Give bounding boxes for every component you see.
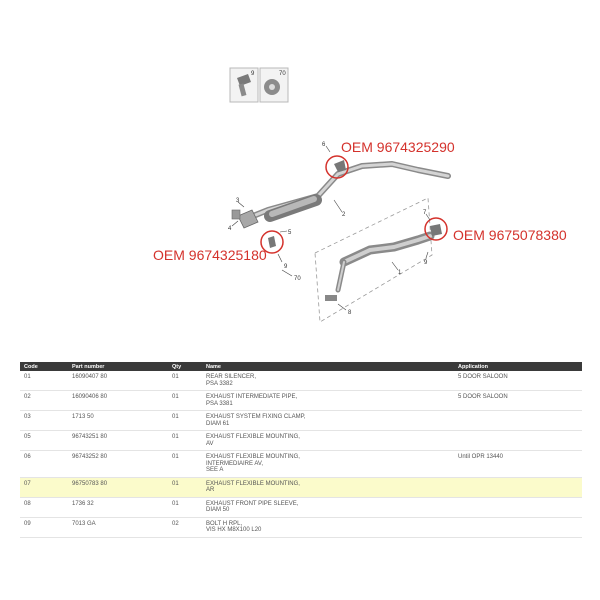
thumb-callout-9: 9 [251,71,255,77]
cell-part-number: 16090407 80 [68,371,168,391]
cell-code: 06 [20,451,68,478]
callout-9: 9 [424,260,428,266]
cell-part-number: 1736 32 [68,497,168,517]
mounting-right [430,224,442,236]
table-row[interactable] [20,451,582,478]
cell-name-line: AR [206,487,215,493]
cell-name [202,497,454,517]
cell-application: 5 DOOR SALOON [454,371,582,391]
callout-8: 8 [348,310,352,316]
oem-label-right: OEM 9675078380 [453,227,567,243]
cell-qty: 01 [168,477,202,497]
cell-name-line: EXHAUST FLEXIBLE MOUNTING, [206,454,300,460]
cell-name-line: SEE A [206,467,224,473]
cell-part-number: 96743251 80 [68,431,168,451]
cell-code: 01 [20,371,68,391]
header-qty: Qty [168,362,202,371]
cell-name-line: PSA 3381 [206,400,233,407]
cell-part-number: 96750783 80 [68,477,168,497]
cell-qty: 01 [168,391,202,411]
cell-application [454,497,582,517]
table-row[interactable] [20,497,582,517]
table-row[interactable] [20,371,582,391]
cell-name [202,477,454,497]
cell-name-line: BOLT H RPL, [206,520,243,527]
table-header-row [20,362,582,371]
table-row[interactable] [20,431,582,451]
cell-name-line: PSA 3382 [206,380,233,387]
cell-name-line: DIAM 61 [206,420,230,427]
callout-3: 3 [236,198,240,204]
callout-4: 4 [228,226,232,232]
cell-name-line: DIAM 50 [206,507,230,513]
bolt-thumbnail [230,68,258,102]
callout-1: 1 [398,270,402,276]
cell-application [454,431,582,451]
header-code: Code [20,362,68,371]
cell-code: 09 [20,517,68,537]
header-part-number: Part number [68,362,168,371]
cell-qty: 01 [168,451,202,478]
cell-application [454,517,582,537]
callout-9b: 9 [284,264,288,270]
callout-2: 2 [342,212,346,218]
table-row[interactable] [20,477,582,497]
cell-application [454,411,582,431]
thumb-callout-70: 70 [279,71,286,77]
cell-name-line: EXHAUST FLEXIBLE MOUNTING, [206,434,300,440]
cell-name-line: REAR SILENCER, [206,374,257,380]
section-outline [315,198,432,322]
cell-name [202,411,454,431]
cell-name [202,391,454,411]
cell-qty: 01 [168,371,202,391]
oem-label-top: OEM 9674325290 [341,139,455,155]
cell-part-number: 7013 GA [68,517,168,537]
cell-name-line: EXHAUST FRONT PIPE SLEEVE, [206,500,299,507]
cell-application: Until OPR 13440 [454,451,582,478]
header-application: Application [454,362,582,371]
cell-name-line: VIS HX M8X100 L20 [206,527,262,533]
callout-5: 5 [288,230,292,236]
cell-code: 03 [20,411,68,431]
cell-name [202,517,454,537]
callout-7: 7 [423,210,427,216]
cell-code: 02 [20,391,68,411]
cell-part-number: 1713 50 [68,411,168,431]
table-row[interactable] [20,391,582,411]
nut-thumbnail [260,68,288,102]
cell-qty: 01 [168,411,202,431]
cell-name [202,431,454,451]
table-row[interactable] [20,517,582,537]
cell-qty: 02 [168,517,202,537]
cell-qty: 01 [168,497,202,517]
cell-qty: 01 [168,431,202,451]
mounting-left [268,236,276,248]
callout-70: 70 [294,276,301,282]
leader-lines [232,146,430,310]
table-row[interactable] [20,411,582,431]
cell-name-line: EXHAUST INTERMEDIATE PIPE, [206,394,298,400]
fixing-clamp [232,210,240,219]
cell-part-number: 96743252 80 [68,451,168,478]
cell-name-line: AV [206,440,214,447]
front-pipe-sleeve [325,295,337,301]
oem-label-left: OEM 9674325180 [153,247,267,263]
rear-silencer [338,236,430,290]
cell-application [454,477,582,497]
header-name: Name [202,362,454,371]
parts-table [20,362,582,538]
mounting-top [334,160,346,172]
cell-code: 05 [20,431,68,451]
cell-code: 08 [20,497,68,517]
parts-table-body [20,371,582,537]
cell-name-line: EXHAUST FLEXIBLE MOUNTING, [206,480,300,487]
cell-part-number: 16090406 80 [68,391,168,411]
cell-name-line: INTERMEDIAIRE AV, [206,460,264,467]
cell-application: 5 DOOR SALOON [454,391,582,411]
exhaust-intermediate-pipe [238,164,448,228]
cell-code: 07 [20,477,68,497]
cell-name [202,451,454,478]
callout-6: 6 [322,142,326,148]
cell-name-line: EXHAUST SYSTEM FIXING CLAMP, [206,414,306,420]
cell-name [202,371,454,391]
